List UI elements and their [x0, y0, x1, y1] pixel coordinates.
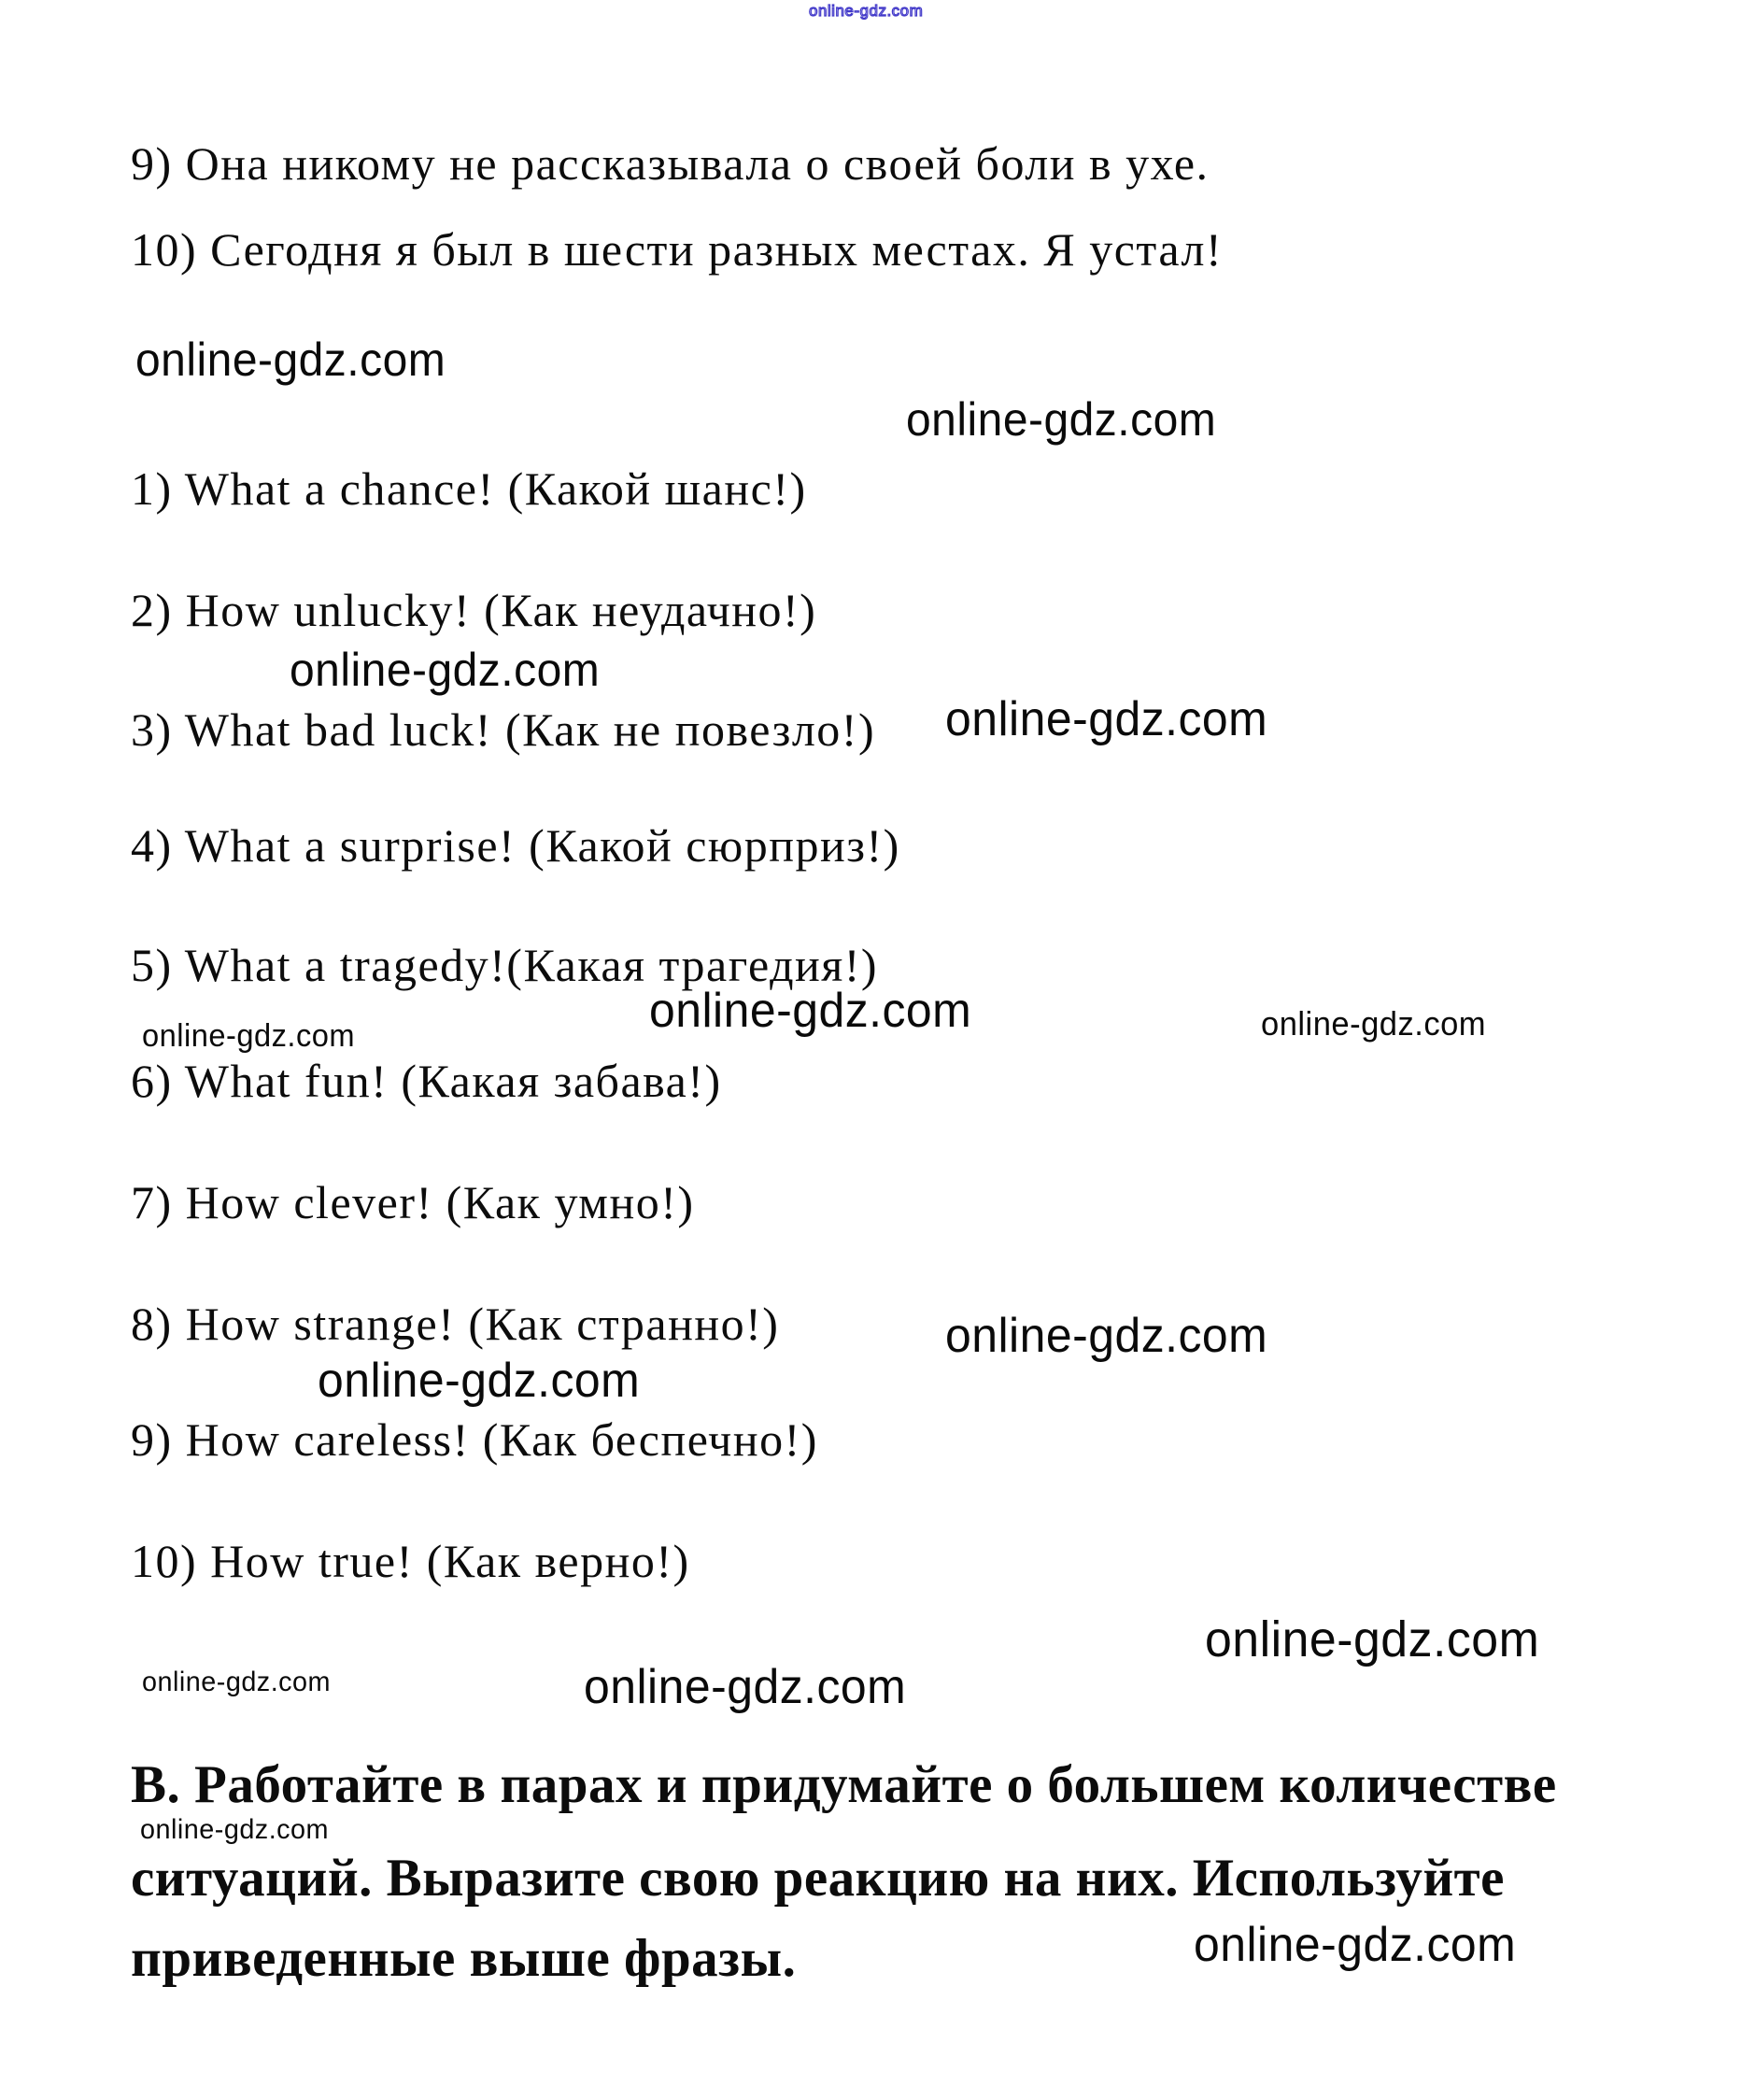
watermark: online-gdz.com	[135, 333, 446, 386]
answer-line-ru-10: 10) Сегодня я был в шести разных местах. Я устал!	[131, 223, 1224, 276]
watermark: online-gdz.com	[142, 1018, 356, 1054]
phrase-line-9: 9) How careless! (Как беспечно!)	[131, 1413, 818, 1466]
task-b-line-3: приведенные выше фразы.	[131, 1929, 797, 1988]
phrase-line-3: 3) What bad luck! (Как не повезло!)	[131, 703, 876, 756]
watermark: online-gdz.com	[906, 393, 1217, 446]
phrase-line-6: 6) What fun! (Какая забава!)	[131, 1055, 722, 1107]
answer-line-ru-9: 9) Она никому не рассказывала о своей боли в ухе.	[131, 137, 1210, 190]
phrase-line-8: 8) How strange! (Как странно!)	[131, 1298, 780, 1350]
phrase-line-2: 2) How unlucky! (Как неудачно!)	[131, 584, 817, 636]
task-b-line-2: ситуаций. Выразите свою реакцию на них. Используйте	[131, 1849, 1505, 1908]
watermark: online-gdz.com	[945, 692, 1268, 746]
watermark: online-gdz.com	[290, 644, 601, 696]
phrase-line-1: 1) What a chance! (Какой шанс!)	[131, 462, 807, 515]
phrase-line-10: 10) How true! (Как верно!)	[131, 1535, 690, 1587]
watermark: online-gdz.com	[649, 984, 972, 1038]
phrase-line-4: 4) What a surprise! (Какой сюрприз!)	[131, 819, 900, 872]
watermark: online-gdz.com	[1261, 1004, 1487, 1043]
watermark: online-gdz.com	[318, 1354, 641, 1408]
task-b-line-1: В. Работайте в парах и придумайте о большем количестве	[131, 1755, 1557, 1814]
watermark: online-gdz.com	[1205, 1611, 1540, 1667]
watermark: online-gdz.com	[584, 1660, 907, 1714]
watermark: online-gdz.com	[1194, 1918, 1517, 1972]
watermark-outline: online-gdz.com	[809, 2, 924, 20]
watermark: online-gdz.com	[140, 1814, 330, 1845]
phrase-line-7: 7) How clever! (Как умно!)	[131, 1176, 695, 1228]
watermark: online-gdz.com	[945, 1309, 1268, 1363]
watermark: online-gdz.com	[142, 1667, 332, 1697]
phrase-line-5: 5) What a tragedy!(Какая трагедия!)	[131, 939, 879, 991]
